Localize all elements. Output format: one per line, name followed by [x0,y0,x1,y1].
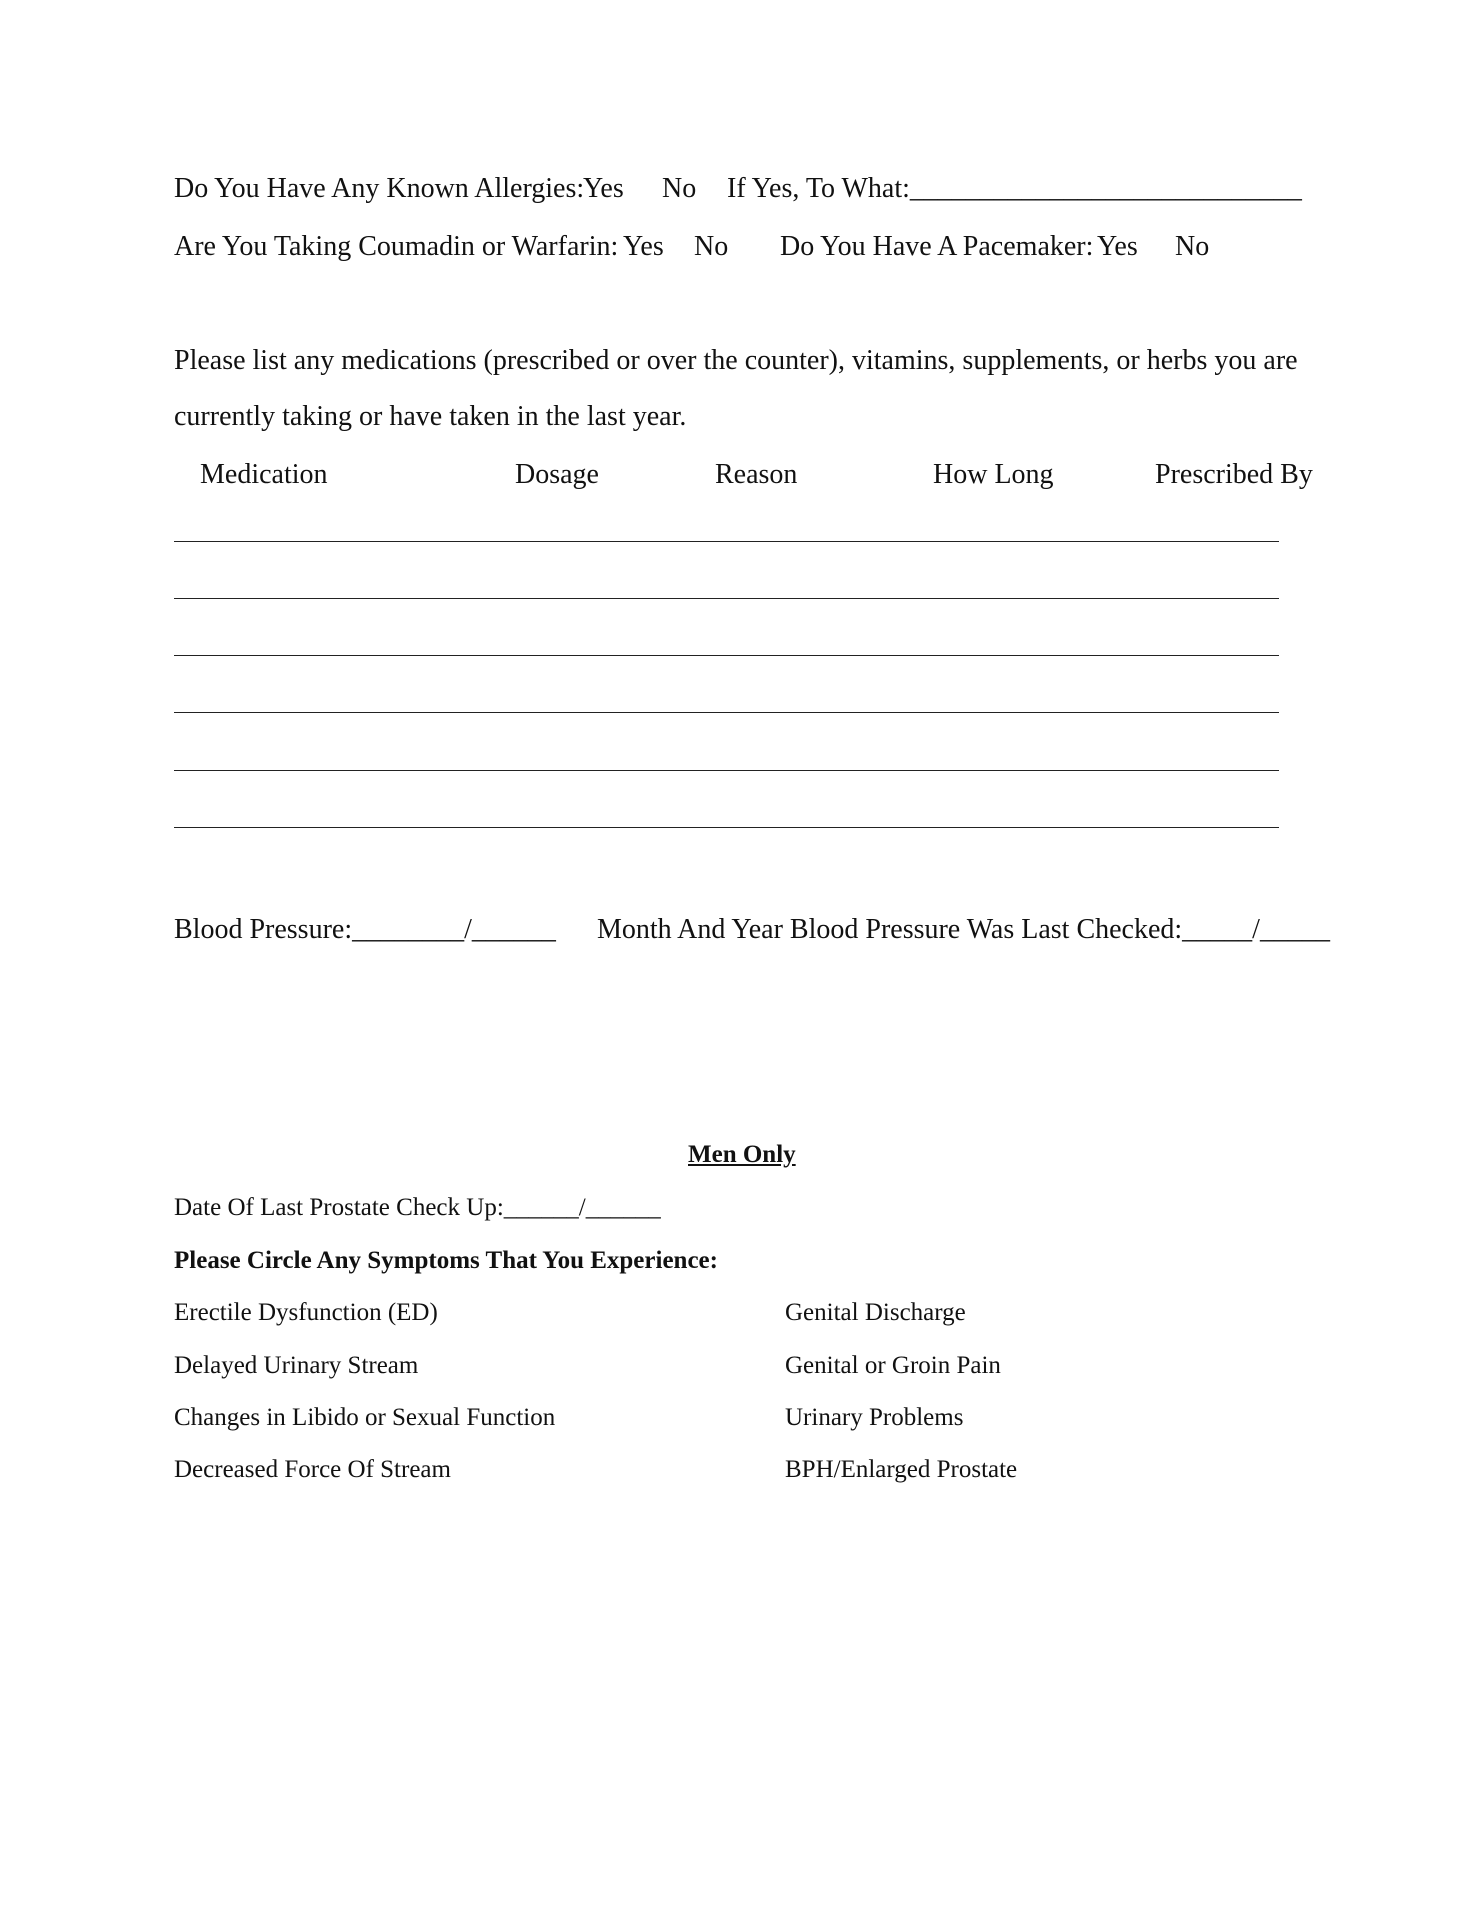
prostate-check-field[interactable]: Date Of Last Prostate Check Up:______/______ [174,1194,661,1221]
symptom-option[interactable]: Decreased Force Of Stream [174,1456,451,1483]
coumadin-question: Are You Taking Coumadin or Warfarin: [174,231,619,262]
symptom-option[interactable]: Genital or Groin Pain [785,1352,1001,1379]
blood-pressure-last-checked-field[interactable]: Month And Year Blood Pressure Was Last Checked:_____/_____ [597,914,1330,945]
allergies-yes-option[interactable]: Yes [583,173,624,204]
symptom-option[interactable]: Urinary Problems [785,1404,964,1431]
allergies-no-option[interactable]: No [662,173,697,204]
medication-entry-line[interactable] [174,541,1279,542]
medication-entry-line[interactable] [174,712,1279,713]
medication-entry-line[interactable] [174,655,1279,656]
column-header-reason: Reason [715,459,798,490]
symptom-option[interactable]: Genital Discharge [785,1299,966,1326]
symptom-option[interactable]: BPH/Enlarged Prostate [785,1456,1018,1483]
symptom-option[interactable]: Erectile Dysfunction (ED) [174,1299,438,1326]
medication-entry-line[interactable] [174,598,1279,599]
allergies-question: Do You Have Any Known Allergies: [174,173,585,204]
column-header-how-long: How Long [933,459,1054,490]
medication-entry-line[interactable] [174,770,1279,771]
medications-instructions-line2: currently taking or have taken in the last year. [174,401,687,432]
symptoms-heading: Please Circle Any Symptoms That You Experience: [174,1247,718,1274]
pacemaker-question: Do You Have A Pacemaker: [780,231,1094,262]
medications-instructions-line1: Please list any medications (prescribed or over the counter), vitamins, supplements, or herbs you are [174,345,1298,376]
column-header-prescribed-by: Prescribed By [1155,459,1313,490]
pacemaker-no-option[interactable]: No [1175,231,1210,262]
men-only-heading: Men Only [688,1141,796,1168]
coumadin-yes-option[interactable]: Yes [623,231,664,262]
column-header-medication: Medication [200,459,328,490]
column-header-dosage: Dosage [515,459,599,490]
blood-pressure-field[interactable]: Blood Pressure:________/______ [174,914,556,945]
allergies-if-yes-field[interactable]: If Yes, To What:____________________________ [727,173,1302,204]
coumadin-no-option[interactable]: No [694,231,729,262]
symptom-option[interactable]: Delayed Urinary Stream [174,1352,419,1379]
symptom-option[interactable]: Changes in Libido or Sexual Function [174,1404,556,1431]
medication-entry-line[interactable] [174,827,1279,828]
pacemaker-yes-option[interactable]: Yes [1097,231,1138,262]
